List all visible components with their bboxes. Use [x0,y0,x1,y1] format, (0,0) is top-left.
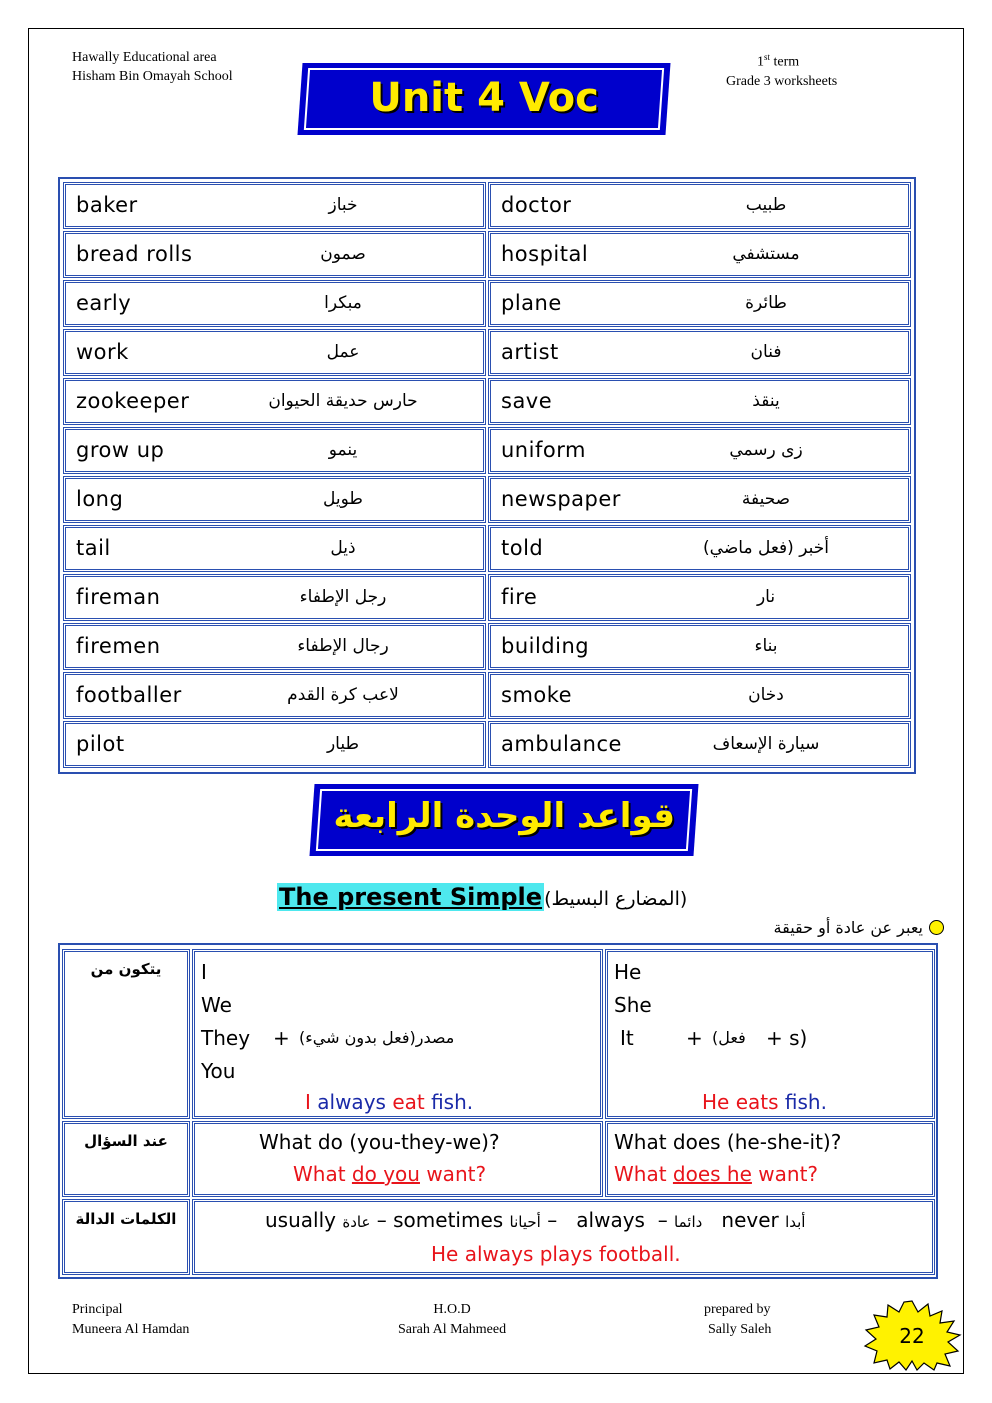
vocab-arabic: رجل الإطفاء [299,587,387,607]
vocab-cell [488,427,911,474]
vocab-arabic: ينمو [328,440,358,460]
hod-label: H.O.D [433,1302,471,1317]
vocab-english: artist [501,340,559,364]
pronoun: We [201,993,232,1017]
pronoun: I [201,960,207,984]
label-keywords: الكلمات الدالة [75,1210,177,1228]
formula-s: + s) [766,1026,808,1050]
unit-title: Unit 4 Voc [369,75,599,121]
vocab-arabic: مستشفي [732,244,800,264]
vocab-row [62,622,912,671]
principal-label: Principal [72,1302,123,1317]
pronoun: He [614,960,642,984]
formula-ar: مصدر(فعل بدون شيء) [299,1028,455,1047]
vocab-english: newspaper [501,487,621,511]
question-right-example: What does he want? [614,1162,819,1186]
vocab-arabic: طيار [326,734,360,754]
footer-prepared [704,1300,771,1340]
vocab-arabic: مبكرا [324,293,362,313]
vocab-arabic: طبيب [745,195,787,215]
school-name: Hisham Bin Omayah School [72,69,233,84]
header-left [72,48,233,86]
pronoun: They [201,1026,251,1050]
vocab-cell [63,525,486,572]
vocab-arabic: حارس حديقة الحيوان [268,391,418,411]
vocab-english: smoke [501,683,573,707]
vocab-english: fire [501,585,538,609]
vocab-arabic: طائرة [745,293,787,313]
vocab-arabic: صحيفة [741,489,791,509]
label-question: عند السؤال [84,1132,168,1150]
vocab-cell [488,476,911,523]
pronoun: It [620,1026,634,1050]
vocab-row [62,573,912,622]
vocab-english: fireman [76,585,161,609]
vocab-cell [63,476,486,523]
vocab-cell [488,721,911,768]
vocab-cell [488,378,911,425]
vocab-cell [488,231,911,278]
vocab-english: ambulance [501,732,622,756]
vocab-arabic: ذيل [330,538,356,558]
vocab-cell [488,574,911,621]
vocab-arabic: صمون [320,244,366,264]
footer-principal [72,1300,189,1340]
bullet-dot-icon [929,920,944,935]
vocab-cell [63,231,486,278]
vocab-english: firemen [76,634,161,658]
present-simple-title [277,883,687,911]
grammar-table [58,943,938,1279]
vocab-arabic: بناء [754,636,778,656]
vocab-cell [63,721,486,768]
title-ar: (المضارع البسيط) [544,888,688,910]
vocab-row [62,328,912,377]
vocab-row [62,720,912,769]
vocab-row [62,524,912,573]
footer-hod [398,1300,506,1340]
example-left: I always eat fish. [305,1090,474,1114]
label-cell-question [62,1121,190,1197]
vocab-arabic: طويل [323,489,363,509]
vocab-english: tail [76,536,111,560]
vocab-row [62,426,912,475]
term: 1st term [757,52,800,70]
vocab-english: grow up [76,438,165,462]
vocab-english: zookeeper [76,389,190,413]
keywords-example: He always plays football. [431,1242,681,1266]
vocab-english: footballer [76,683,182,707]
question-left: What do (you-they-we)? [259,1130,500,1154]
vocab-cell [488,525,911,572]
question-right-cell [605,1121,935,1197]
vocab-arabic: لاعب كرة القدم [287,685,399,705]
vocab-row [62,377,912,426]
vocab-english: early [76,291,132,315]
vocab-cell [63,623,486,670]
form-left-cell [192,949,603,1119]
unit-banner [297,63,670,135]
vocab-cell [488,329,911,376]
vocab-cell [488,672,911,719]
vocab-arabic: زى رسمي [729,440,803,460]
vocab-english: doctor [501,193,572,217]
vocab-english: save [501,389,553,413]
vocab-arabic: رجال الإطفاء [297,636,389,656]
formula-ar: (فعل [712,1028,746,1047]
keywords-cell [192,1199,935,1275]
label-cell-form [62,949,190,1119]
vocab-english: bread rolls [76,242,193,266]
vocab-cell [63,574,486,621]
vocab-english: told [501,536,544,560]
vocab-row [62,279,912,328]
vocab-english: plane [501,291,562,315]
vocab-cell [488,623,911,670]
form-right-cell [605,949,935,1119]
vocab-cell [63,378,486,425]
vocab-arabic: خباز [328,195,358,215]
label-form: يتكون من [90,960,162,978]
vocab-arabic: عمل [326,342,360,362]
prepared-label: prepared by [704,1302,771,1317]
vocab-arabic: نار [756,587,776,607]
vocab-cell [488,280,911,327]
formula-plus: + [273,1026,290,1050]
vocab-cell [63,329,486,376]
label-cell-keywords [62,1199,190,1275]
principal-name: Muneera Al Hamdan [72,1322,190,1337]
bullet-line [774,918,944,937]
title-en: The present Simple [279,883,543,911]
vocab-cell [488,182,911,229]
vocab-english: uniform [501,438,586,462]
vocab-arabic: ينقذ [752,391,780,411]
vocab-english: work [76,340,129,364]
vocab-table [58,177,916,774]
hod-name: Sarah Al Mahmeed [398,1322,507,1337]
grammar-banner-title: قواعد الوحدة الرابعة [333,796,676,836]
vocab-english: baker [76,193,138,217]
area-name: Hawally Educational area [72,50,217,65]
vocab-arabic: دخان [748,685,784,705]
vocab-arabic: أخبر (فعل ماضي) [703,538,829,558]
question-left-example: What do you want? [293,1162,487,1186]
prepared-name: Sally Saleh [708,1322,772,1337]
pronoun: She [614,993,652,1017]
page-number: 22 [899,1324,925,1348]
grammar-banner [309,784,698,856]
vocab-row [62,230,912,279]
vocab-arabic: سيارة الإسعاف [712,734,820,754]
vocab-cell [63,182,486,229]
formula-plus: + [686,1026,703,1050]
vocab-row [62,181,912,230]
vocab-english: pilot [76,732,125,756]
example-right: He eats fish. [702,1090,827,1114]
vocab-arabic: فنان [750,342,782,362]
vocab-row [62,671,912,720]
vocab-row [62,475,912,524]
keywords-line: usually عادة – sometimes أحيانا – always – دائما never أبدا [265,1208,806,1232]
question-right: What does (he-she-it)? [614,1130,842,1154]
vocab-english: long [76,487,124,511]
vocab-cell [63,280,486,327]
vocab-english: hospital [501,242,589,266]
bullet-text: يعبر عن عادة أو حقيقة [773,918,923,937]
grade: Grade 3 worksheets [726,73,838,89]
vocab-english: building [501,634,590,658]
header-right [726,48,837,91]
question-left-cell [192,1121,603,1197]
pronoun: You [201,1059,236,1083]
vocab-cell [63,427,486,474]
vocab-cell [63,672,486,719]
